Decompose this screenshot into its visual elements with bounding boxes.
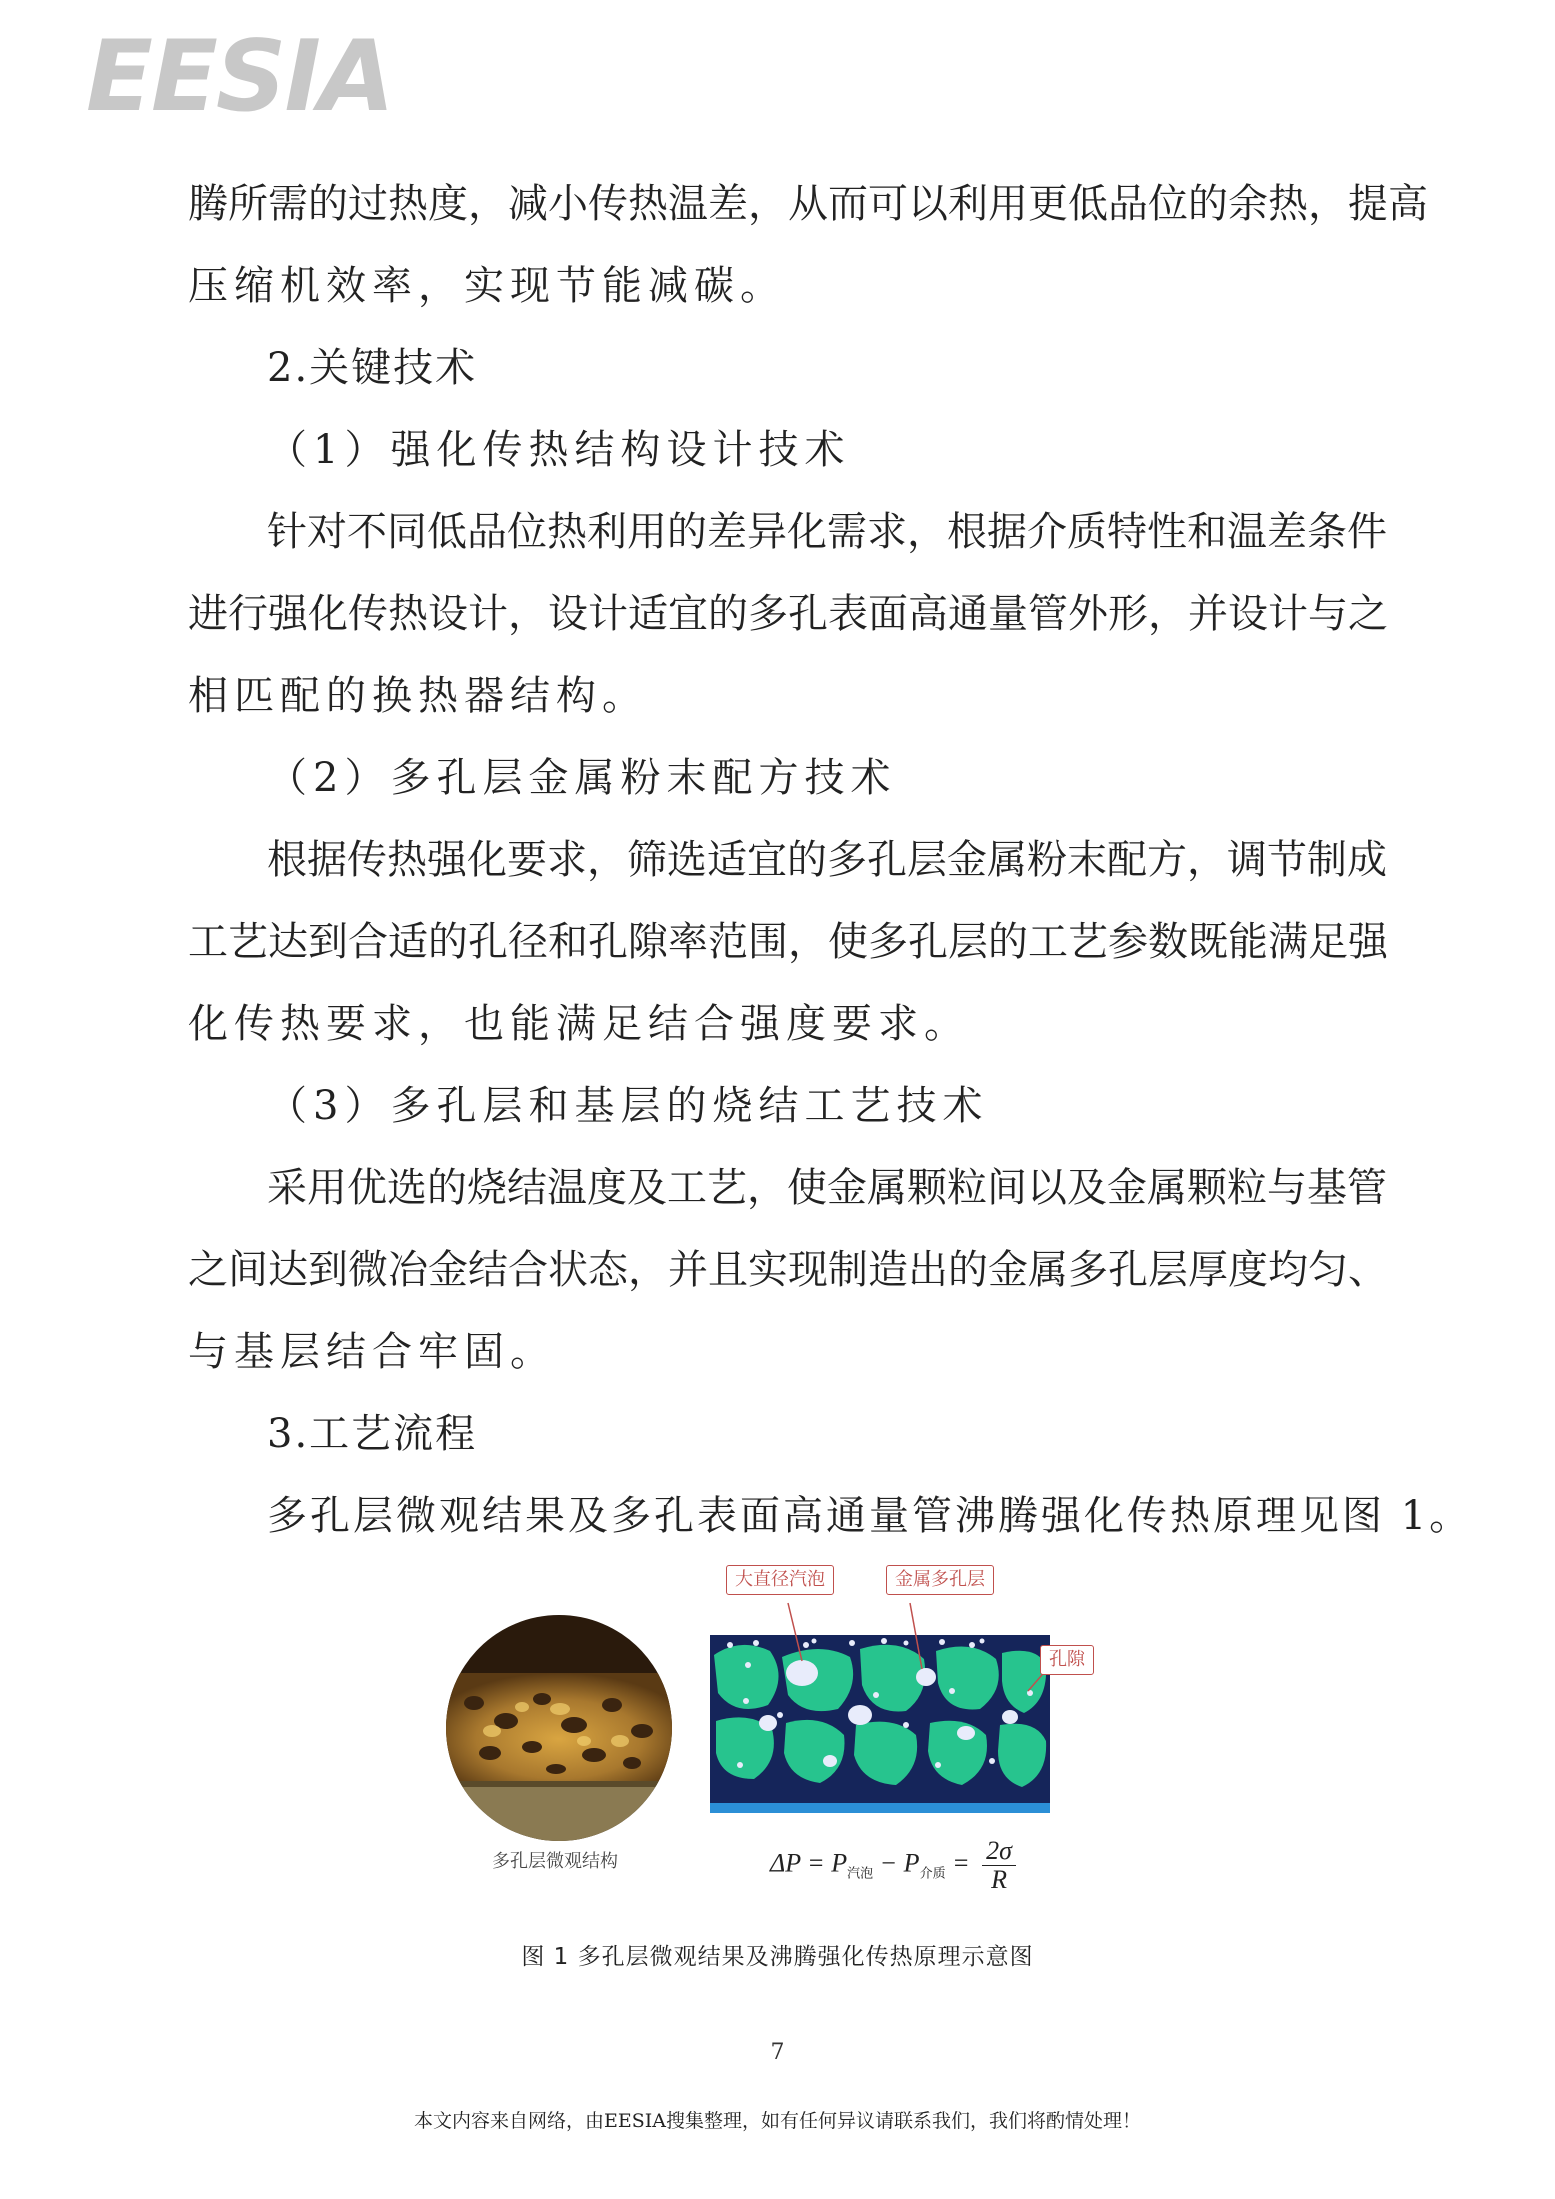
microstructure-caption: 多孔层微观结构 [492,1851,618,1872]
formula-lhs: ΔP = P [770,1848,848,1878]
body-line: 根据传热强化要求，筛选适宜的多孔层金属粉末配方，调节制成 [267,837,1387,883]
section-heading: 3.工艺流程 [267,1411,478,1457]
formula-mid: − P [873,1848,920,1878]
formula-numerator: 2σ [982,1837,1016,1866]
body-line: 工艺达到合适的孔径和孔隙率范围，使多孔层的工艺参数既能满足强 [188,919,1388,965]
body-line: 相匹配的换热器结构。 [188,673,648,719]
subsection-heading: （2）多孔层金属粉末配方技术 [267,755,897,801]
body-line: 之间达到微冶金结合状态，并且实现制造出的金属多孔层厚度均匀、 [188,1247,1388,1293]
callout-large-bubble: 大直径汽泡 [726,1565,834,1595]
callout-metal-porous-layer: 金属多孔层 [886,1565,994,1595]
eesia-logo: EESIA [86,20,393,134]
body-line: 与基层结合牢固。 [188,1329,556,1375]
boiling-diagram [710,1565,1130,1825]
subsection-heading: （3）多孔层和基层的烧结工艺技术 [267,1083,989,1129]
formula-sub-medium: 介质 [919,1866,946,1882]
body-line: 针对不同低品位热利用的差异化需求，根据介质特性和温差条件 [267,509,1387,555]
formula-denominator: R [991,1865,1007,1894]
formula-eq: = [945,1848,970,1878]
pressure-formula [770,1837,1016,1894]
figure-1 [430,1565,1190,1905]
microstructure-image [444,1613,674,1843]
formula-fraction [982,1837,1016,1894]
section-heading: 2.关键技术 [267,345,478,391]
body-line: 化传热要求，也能满足结合强度要求。 [188,1001,970,1047]
body-line: 压缩机效率，实现节能减碳。 [188,263,786,309]
page-number: 7 [770,2040,785,2065]
body-line: 进行强化传热设计，设计适宜的多孔表面高通量管外形，并设计与之 [188,591,1388,637]
formula-sub-bubble: 汽泡 [847,1866,874,1882]
body-line: 多孔层微观结果及多孔表面高通量管沸腾强化传热原理见图 1。 [267,1493,1473,1539]
subsection-heading: （1）强化传热结构设计技术 [267,427,851,473]
figure-caption: 图 1 多孔层微观结果及沸腾强化传热原理示意图 [521,1944,1034,1970]
body-line: 采用优选的烧结温度及工艺，使金属颗粒间以及金属颗粒与基管 [267,1165,1387,1211]
footer-disclaimer: 本文内容来自网络，由EESIA搜集整理，如有任何异议请联系我们，我们将酌情处理！ [414,2110,1141,2132]
callout-pore: 孔隙 [1040,1645,1094,1675]
body-line: 腾所需的过热度，减小传热温差，从而可以利用更低品位的余热，提高 [188,181,1428,227]
